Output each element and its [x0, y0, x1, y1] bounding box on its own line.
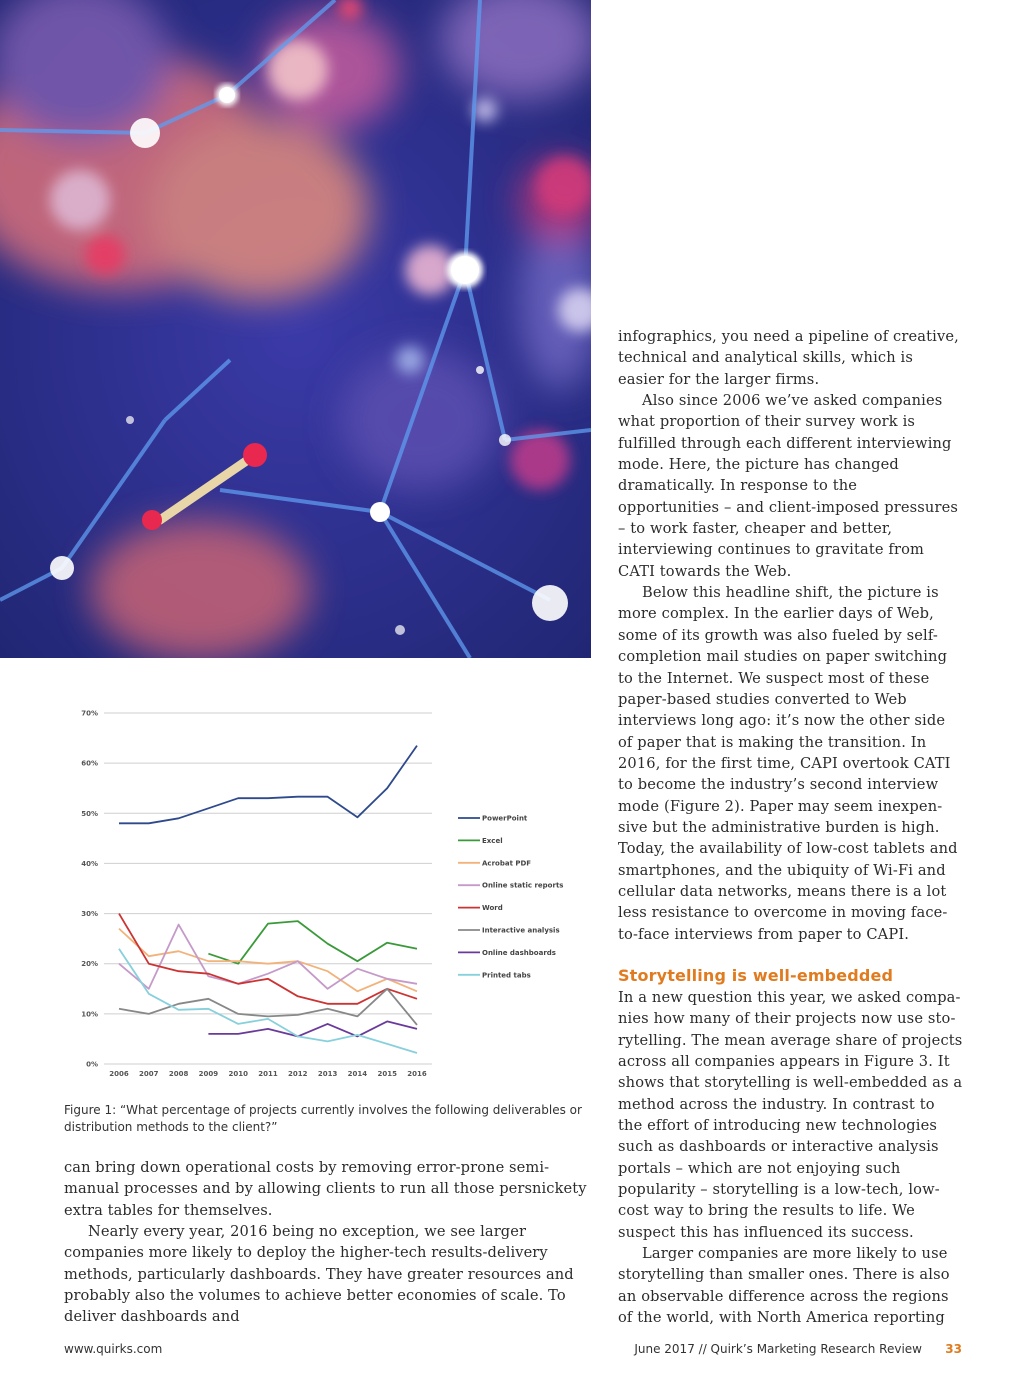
- paragraph: Larger companies are more likely to use storytelling than smaller ones. There is also an observable difference across the regions of the world, with North America reporting: [618, 1245, 950, 1327]
- paragraph: Also since 2006 we’ve asked companies what proportion of their survey work is fulfilled through each different interviewing mode. Here, the picture has changed dramatically. In response to the opportunities – and client-imposed pressures – to work faster, cheaper and better, interviewing continues to gravitate from CATI towards the Web.: [618, 392, 958, 580]
- left-column: [64, 1157, 592, 1328]
- x-tick-label: 2010: [228, 1070, 248, 1078]
- y-tick-label: 60%: [81, 759, 98, 768]
- x-tick-label: 2015: [377, 1070, 397, 1078]
- series-line-acrobat-pdf: [119, 929, 417, 992]
- x-tick-label: 2016: [407, 1070, 427, 1078]
- x-tick-label: 2009: [198, 1070, 219, 1078]
- figure-caption: Figure 1: “What percentage of projects currently involves the following deliverables or distribution methods to the client?”: [64, 1103, 582, 1134]
- series-line-powerpoint: [119, 746, 417, 824]
- y-tick-label: 50%: [81, 809, 98, 818]
- x-tick-label: 2011: [258, 1070, 278, 1078]
- legend-label: Online static reports: [482, 881, 564, 890]
- x-tick-label: 2008: [168, 1070, 189, 1078]
- y-tick-label: 30%: [81, 910, 98, 919]
- legend-label: Word: [482, 904, 503, 913]
- legend-label: Excel: [482, 836, 503, 845]
- paragraph: Nearly every year, 2016 being no exception, we see larger companies more likely to deploy the higher-tech results-delivery methods, particularly dashboards. They have greater resources and probably also the volumes to achieve better economies of scale. To deliver dashboards and: [64, 1223, 574, 1326]
- x-tick-label: 2013: [317, 1070, 338, 1078]
- x-tick-label: 2014: [347, 1070, 368, 1078]
- y-tick-label: 20%: [81, 960, 98, 969]
- x-tick-label: 2012: [288, 1070, 308, 1078]
- legend-label: Online dashboards: [482, 948, 556, 957]
- section-heading: Storytelling is well-embedded: [618, 965, 894, 985]
- y-tick-label: 40%: [81, 859, 98, 868]
- figure-1-chart: [62, 700, 582, 1090]
- y-tick-label: 0%: [86, 1060, 98, 1069]
- page-number: 33: [945, 1342, 962, 1356]
- page-footer: [64, 1342, 962, 1360]
- footer-url: www.quirks.com: [64, 1342, 163, 1356]
- footer-issue: June 2017 // Quirk’s Marketing Research Review: [634, 1342, 922, 1356]
- network-illustration: [0, 0, 591, 658]
- x-tick-label: 2007: [139, 1070, 159, 1078]
- paragraph: can bring down operational costs by removing error-prone semi-manual processes and by allowing clients to run all those persnickety extra tables for themselves.: [64, 1159, 587, 1219]
- paragraph: Below this headline shift, the picture is more complex. In the earlier days of Web, some of its growth was also fueled by self-completion mail studies on paper switching to the Internet. We suspect most of these paper-based studies converted to Web interviews long ago: it’s now the other side of paper that is making the transition. In 2016, for the first time, CAPI overtook CATI to become the industry’s second interview mode (Figure 2). Paper may seem inexpensive but the administrative burden is high. Today, the availability of low-cost tablets and smartphones, and the ubiquity of Wi-Fi and cellular data networks, means there is a lot less resistance to overcome in moving face-to-face interviews from paper to CAPI.: [618, 584, 958, 943]
- x-tick-label: 2006: [109, 1070, 129, 1078]
- hero-image: [0, 0, 591, 658]
- legend-label: Acrobat PDF: [482, 859, 532, 868]
- legend-label: PowerPoint: [482, 814, 528, 823]
- series-line-excel: [208, 921, 417, 964]
- y-tick-label: 10%: [81, 1010, 98, 1019]
- paragraph: In a new question this year, we asked companies how many of their projects now use storytelling. The mean average share of projects across all companies appears in Figure 3. It shows that storytelling is well-embedded as a method across the industry. In contrast to the effort of introducing new technologies such as dashboards or interactive analysis portals – which are not enjoying such popularity – storytelling is a low-tech, low-cost way to bring the results to life. We suspect this has influenced its success.: [618, 988, 963, 1241]
- paragraph: infographics, you need a pipeline of creative, technical and analytical skills, which is easier for the larger firms.: [618, 328, 959, 388]
- legend-label: Interactive analysis: [482, 926, 560, 935]
- y-tick-label: 70%: [81, 709, 98, 718]
- line-chart: [62, 700, 582, 1090]
- legend-label: Printed tabs: [482, 971, 531, 980]
- right-column: [618, 326, 963, 1328]
